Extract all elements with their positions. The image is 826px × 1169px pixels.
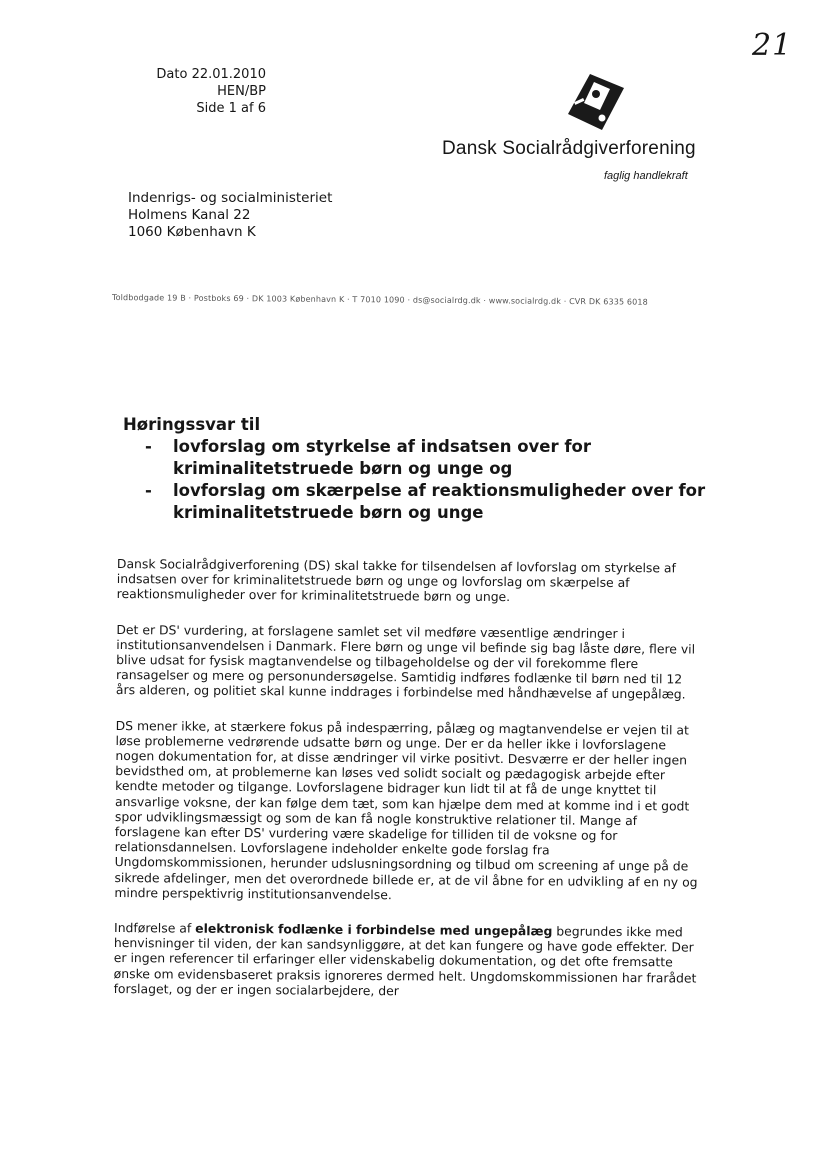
paragraph-ankle-monitor	[114, 920, 699, 1001]
heading-title: Høringssvar til	[123, 415, 261, 434]
document-heading	[123, 414, 723, 524]
paragraph-text: begrundes ikke med henvisninger til viden, der kan sandsynliggøre, at det kan fungere og have gode effekter. Der er ingen referencer til erfaringer eller videnskabelig dokumentation, og det ofte fremsatte ønske om evidensbaseret praksis ignoreres dermed helt. Ungdomskommissionen har frarådet forslaget, og der er ingen socialarbejdere, der	[113, 923, 697, 999]
heading-item: - lovforslag om styrkelse af indsatsen over for kriminalitetstruede børn og unge og	[145, 437, 592, 478]
paragraph-emphasis: elektronisk fodlænke i forbindelse med ungepålæg	[195, 920, 553, 939]
heading-item-text: lovforslag om skærpelse af reaktionsmuligheder over for kriminalitetstruede børn og unge	[173, 481, 706, 522]
heading-item-text: lovforslag om styrkelse af indsatsen over for kriminalitetstruede børn og unge og	[173, 437, 592, 478]
paragraph-text: Indførelse af	[114, 920, 196, 936]
recipient-city: 1060 København K	[128, 224, 256, 240]
organization-tagline: faglig handlekraft	[604, 170, 688, 182]
recipient-address	[128, 190, 332, 241]
ds-logo-icon	[564, 70, 626, 132]
paragraph-position: DS mener ikke, at stærkere fokus på indespærring, pålæg og magtanvendelse er vejen til at løse problemerne vedrørende udsatte børn og unge. Der er da heller ikke i lovforslagene nogen dokumentation for, at disse ændringer vil virke positivt. Desværre er der heller ingen bevidsthed om, at problemerne kan løses ved solidt socialt og pædagogisk arbejde efter kendte metoder og tilgange. Lovforslagene bidrager kun lidt til at få de unge knyttet til ansvarlige voksne, der kan følge dem tæt, som kan hjælpe dem med at komme ind i et godt spor udviklingsmæssigt og som de kan få nogle konstruktive relationer til. Mange af forslagene kan efter DS' vurdering være skadelige for tilliden til de voksne og for relationsdannelsen. Lovforslagene indeholder enkelte gode forslag fra Ungdomskommissionen, herunder udslusningsordning og tilbud om screening af unge på de sikrede afdelinger, men det overordnede billede er, at de vil åbne for en udvikling af en ny og mindre perspektivrig institutionsanvendelse.	[114, 717, 698, 903]
heading-item: - lovforslag om skærpelse af reaktionsmuligheder over for kriminalitetstruede børn og unge	[145, 481, 706, 522]
document-meta	[116, 66, 266, 117]
letter-body	[113, 556, 701, 1021]
organization-name: Dansk Socialrådgiverforening	[442, 138, 696, 159]
recipient-name: Indenrigs- og socialministeriet	[128, 190, 333, 206]
page-count-line: Side 1 af 6	[196, 101, 266, 116]
date-line: Dato 22.01.2010	[156, 67, 266, 82]
sender-contact-line: Toldbodgade 19 B · Postboks 69 · DK 1003 København K · T 7010 1090 · ds@socialrdg.dk · www.socialrdg.dk · CVR DK 6335 6018	[111, 293, 648, 307]
paragraph-intro: Dansk Socialrådgiverforening (DS) skal takke for tilsendelsen af lovforslag om styrkelse af indsatsen over for kriminalitetstruede børn og unge og lovforslag om skærpelse af reaktionsmuligheder over for kriminalitetstruede børn og unge.	[116, 556, 676, 605]
reference-line: HEN/BP	[217, 84, 266, 99]
handwritten-page-number: 21	[752, 28, 793, 63]
paragraph-assessment: Det er DS' vurdering, at forslagene samlet set vil medføre væsentlige ændringer i institutionsanvendelsen i Danmark. Flere børn og unge vil befinde sig bag låste døre, flere vil blive udsat for fysisk magtanvendelse og tilbageholdelse og der vil forekomme flere ransagelser og mere og personundersøgelse. Samtidig indføres fodlænke til børn ned til 12 års alderen, og politiet skal kunne inddrages i forbindelse med håndhævelse af ungepålæg.	[115, 621, 696, 702]
recipient-street: Holmens Kanal 22	[128, 207, 251, 223]
heading-list	[123, 436, 723, 524]
